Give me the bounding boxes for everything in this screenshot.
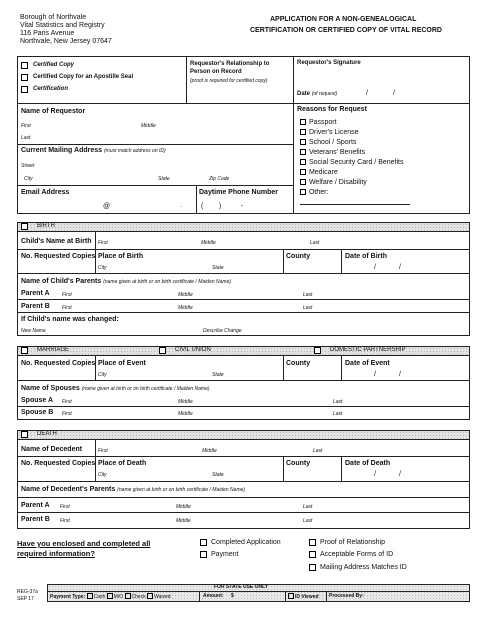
completed-application-checkbox[interactable] [200, 539, 207, 546]
reason-checkbox[interactable] [300, 189, 306, 195]
parent-b-label: Parent B [21, 303, 50, 310]
domestic-partnership-checkbox[interactable] [314, 347, 321, 354]
question-line: required information? [17, 549, 95, 558]
signature-label: Requestor's Signature [297, 60, 361, 66]
place-of-event-label: Place of Event [98, 360, 146, 367]
date-hint: (of request) [311, 91, 338, 97]
first-hint: First [60, 504, 70, 510]
form-id: REG-37a [17, 589, 38, 595]
mailing-address-label [21, 147, 166, 154]
death-checkbox[interactable] [21, 431, 28, 438]
first-hint: First [98, 448, 108, 454]
death-header-label: DEATH [37, 431, 57, 437]
childs-name-label: Child's Name at Birth [21, 238, 92, 245]
reasons-title: Reasons for Request [297, 106, 368, 113]
state-hint: State [212, 472, 224, 478]
civil-union-label: CIVIL UNION [175, 347, 211, 353]
last-hint: Last [333, 399, 343, 405]
spouses-text: Name of Spouses [21, 385, 80, 392]
birth-header-bar [17, 222, 470, 232]
reasons-list [300, 118, 404, 198]
form-revision: SEP 17 [17, 596, 34, 602]
mailing-address-matches-label: Mailing Address Matches ID [320, 564, 407, 571]
phone-label: Daytime Phone Number [199, 189, 278, 196]
spouses-label [21, 385, 210, 392]
date-slash: / [366, 90, 368, 97]
spouses-hint: (name given at birth or on birth certificate / Maiden Name) [81, 386, 210, 392]
pay-option-cash [87, 594, 106, 600]
state-hint: State [212, 265, 224, 271]
date-text: Date [297, 91, 311, 97]
first-hint: First [98, 240, 108, 246]
last-hint: Last [310, 240, 320, 246]
birth-header-label: BIRTH [37, 223, 55, 229]
pay-label: M/O [113, 594, 124, 600]
id-viewed-label: ID Viewed [295, 594, 319, 600]
first-hint: First [62, 411, 72, 417]
spouse-a-label: Spouse A [21, 397, 54, 404]
reason-welfare [300, 178, 404, 188]
address-hint: (must match address on ID) [103, 148, 166, 154]
reason-medicare [300, 168, 404, 178]
street-hint: Street [21, 163, 35, 169]
reason-checkbox[interactable] [300, 129, 306, 135]
death-requested-copies-label: No. Requested Copies [21, 460, 96, 467]
parent-a-label: Parent A [21, 290, 50, 297]
middle-name-hint: Middle [141, 123, 156, 129]
birth-requested-copies-label: No. Requested Copies [21, 253, 96, 260]
reason-label: Passport [308, 119, 337, 126]
place-of-birth-label: Place of Birth [98, 253, 144, 260]
reason-checkbox[interactable] [300, 169, 306, 175]
state-use-title: FOR STATE USE ONLY [214, 584, 269, 590]
processed-by-label: Processed By: [329, 593, 364, 599]
pay-label: Waived [154, 594, 171, 600]
pay-option-waived [147, 594, 171, 600]
pay-checkbox[interactable] [87, 593, 93, 599]
marriage-header-label: MARRIAGE [37, 347, 70, 353]
dollar-sign: $ [230, 593, 234, 599]
amount-row [203, 593, 234, 599]
parents-text: Name of Child's Parents [21, 278, 102, 285]
city-hint: City [98, 265, 107, 271]
email-at: @ [103, 203, 111, 210]
first-hint: First [60, 518, 70, 524]
childs-parents-label [21, 278, 231, 285]
last-hint: Last [303, 518, 313, 524]
office-line: 116 Paris Avenue [20, 30, 75, 37]
date-of-birth-label: Date of Birth [345, 253, 387, 260]
zip-hint: Zip Code [209, 176, 230, 182]
pay-option-mo [107, 594, 123, 600]
payment-type-row [50, 593, 171, 600]
phone-format: ( ) - [201, 203, 243, 210]
last-hint: Last [303, 305, 313, 311]
describe-change-hint: Describe Change [203, 328, 242, 334]
city-hint: City [98, 472, 107, 478]
certified-copy-label: Certified Copy [33, 62, 75, 68]
amount-label: Amount: [203, 593, 224, 599]
first-hint: First [62, 399, 72, 405]
payment-checkbox[interactable] [200, 551, 207, 558]
reason-checkbox[interactable] [300, 119, 306, 125]
last-hint: Last [303, 292, 313, 298]
middle-hint: Middle [178, 305, 193, 311]
question-line: Have you enclosed and completed all [17, 539, 151, 548]
decedent-parents-label [21, 486, 245, 493]
relationship-label: Requestor's Relationship to Person on Record [190, 61, 270, 75]
proof-of-relationship-label: Proof of Relationship [320, 539, 385, 546]
reason-drivers-license [300, 128, 404, 138]
reason-label: Other: [308, 189, 329, 196]
payment-label: Payment [211, 551, 239, 558]
last-hint: Last [333, 411, 343, 417]
city-hint: City [24, 176, 33, 182]
date-slash: / [374, 471, 376, 478]
reason-label: Social Security Card / Benefits [308, 159, 404, 166]
email-dot: . [180, 202, 182, 209]
office-line: Borough of Northvale [20, 14, 87, 21]
office-line: Vital Statistics and Registry [20, 22, 105, 29]
marriage-requested-copies-label: No. Requested Copies [21, 360, 96, 367]
middle-hint: Middle [176, 518, 191, 524]
reason-passport [300, 118, 404, 128]
proof-of-relationship-checkbox[interactable] [309, 539, 316, 546]
certification-checkbox[interactable] [21, 86, 28, 93]
state-hint: State [212, 372, 224, 378]
date-slash: / [374, 371, 376, 378]
form-title-line2: CERTIFICATION OR CERTIFIED COPY OF VITAL RECORD [250, 27, 442, 34]
payment-type-label: Payment Type: [50, 594, 86, 600]
parent-a-label: Parent A [21, 502, 50, 509]
certified-copy-checkbox[interactable] [21, 62, 28, 69]
parent-b-label: Parent B [21, 516, 50, 523]
reason-label: Veterans' Benefits [308, 149, 366, 156]
reason-other [300, 188, 404, 198]
form-number [17, 589, 38, 603]
first-name-hint: First [21, 123, 31, 129]
requestor-name-label: Name of Requestor [21, 108, 86, 115]
date-of-death-label: Date of Death [345, 460, 391, 467]
address-text: Current Mailing Address [21, 147, 103, 154]
middle-hint: Middle [176, 504, 191, 510]
reason-label: Medicare [308, 169, 338, 176]
reason-label: Driver's License [308, 129, 359, 136]
new-name-hint: New Name [21, 328, 46, 334]
pay-checkbox[interactable] [107, 593, 113, 599]
marriage-county-label: County [286, 360, 311, 367]
acceptable-id-label: Acceptable Forms of ID [320, 551, 394, 558]
enclosed-question [17, 539, 150, 559]
pay-label: Check [131, 594, 146, 600]
email-label: Email Address [21, 189, 70, 196]
parents-hint: (name given at birth or on birth certificate / Maiden Name) [103, 279, 232, 285]
spouse-b-label: Spouse B [21, 409, 54, 416]
certification-label: Certification [33, 86, 69, 92]
id-viewed-row [288, 593, 319, 600]
reason-label: School / Sports [308, 139, 357, 146]
decedent-name-label: Name of Decedent [21, 446, 83, 453]
first-hint: First [62, 292, 72, 298]
other-reason-line[interactable] [300, 204, 410, 205]
birth-checkbox[interactable] [21, 223, 28, 230]
reason-social-security [300, 158, 404, 168]
middle-hint: Middle [202, 448, 217, 454]
acceptable-id-checkbox[interactable] [309, 551, 316, 558]
last-hint: Last [303, 504, 313, 510]
name-changed-label: If Child's name was changed: [21, 316, 119, 323]
proof-note: (proof is required for certified copy) [190, 78, 268, 84]
reason-checkbox[interactable] [300, 179, 306, 185]
id-viewed-checkbox[interactable] [288, 593, 294, 599]
apostille-label: Certified Copy for an Apostille Seal [33, 74, 134, 80]
middle-hint: Middle [178, 411, 193, 417]
date-slash: / [399, 471, 401, 478]
reason-label: Welfare / Disability [308, 179, 367, 186]
date-of-event-label: Date of Event [345, 360, 390, 367]
city-hint: City [98, 372, 107, 378]
date-label [297, 91, 337, 97]
middle-hint: Middle [201, 240, 216, 246]
reason-checkbox[interactable] [300, 139, 306, 145]
first-hint: First [62, 305, 72, 311]
reason-checkbox[interactable] [300, 159, 306, 165]
civil-union-checkbox[interactable] [159, 347, 166, 354]
last-hint: Last [313, 448, 323, 454]
office-line: Northvale, New Jersey 07647 [20, 38, 112, 45]
date-slash: / [374, 264, 376, 271]
mailing-address-matches-checkbox[interactable] [309, 564, 316, 571]
marriage-checkbox[interactable] [21, 347, 28, 354]
office-address [20, 14, 112, 46]
reason-veterans [300, 148, 404, 158]
domestic-partnership-label: DOMESTIC PARTNERSHIP [330, 347, 406, 353]
reason-checkbox[interactable] [300, 149, 306, 155]
parents-hint: (name given at birth or on birth certificate / Maiden Name) [117, 487, 246, 493]
death-header-bar [17, 430, 470, 440]
pay-label: Cash [93, 594, 106, 600]
middle-hint: Middle [178, 399, 193, 405]
pay-checkbox[interactable] [147, 593, 153, 599]
middle-hint: Middle [178, 292, 193, 298]
parents-text: Name of Decedent's Parents [21, 486, 116, 493]
form-title-line1: APPLICATION FOR A NON-GENEALOGICAL [270, 16, 417, 23]
apostille-checkbox[interactable] [21, 74, 28, 81]
place-of-death-label: Place of Death [98, 460, 147, 467]
completed-application-label: Completed Application [211, 539, 281, 546]
reason-school [300, 138, 404, 148]
date-slash: / [399, 371, 401, 378]
death-section [17, 440, 470, 529]
date-slash: / [393, 90, 395, 97]
pay-checkbox[interactable] [125, 593, 131, 599]
death-county-label: County [286, 460, 311, 467]
birth-county-label: County [286, 253, 311, 260]
state-hint: State [158, 176, 170, 182]
pay-option-check [125, 594, 146, 600]
last-name-hint: Last [21, 135, 31, 141]
date-slash: / [399, 264, 401, 271]
